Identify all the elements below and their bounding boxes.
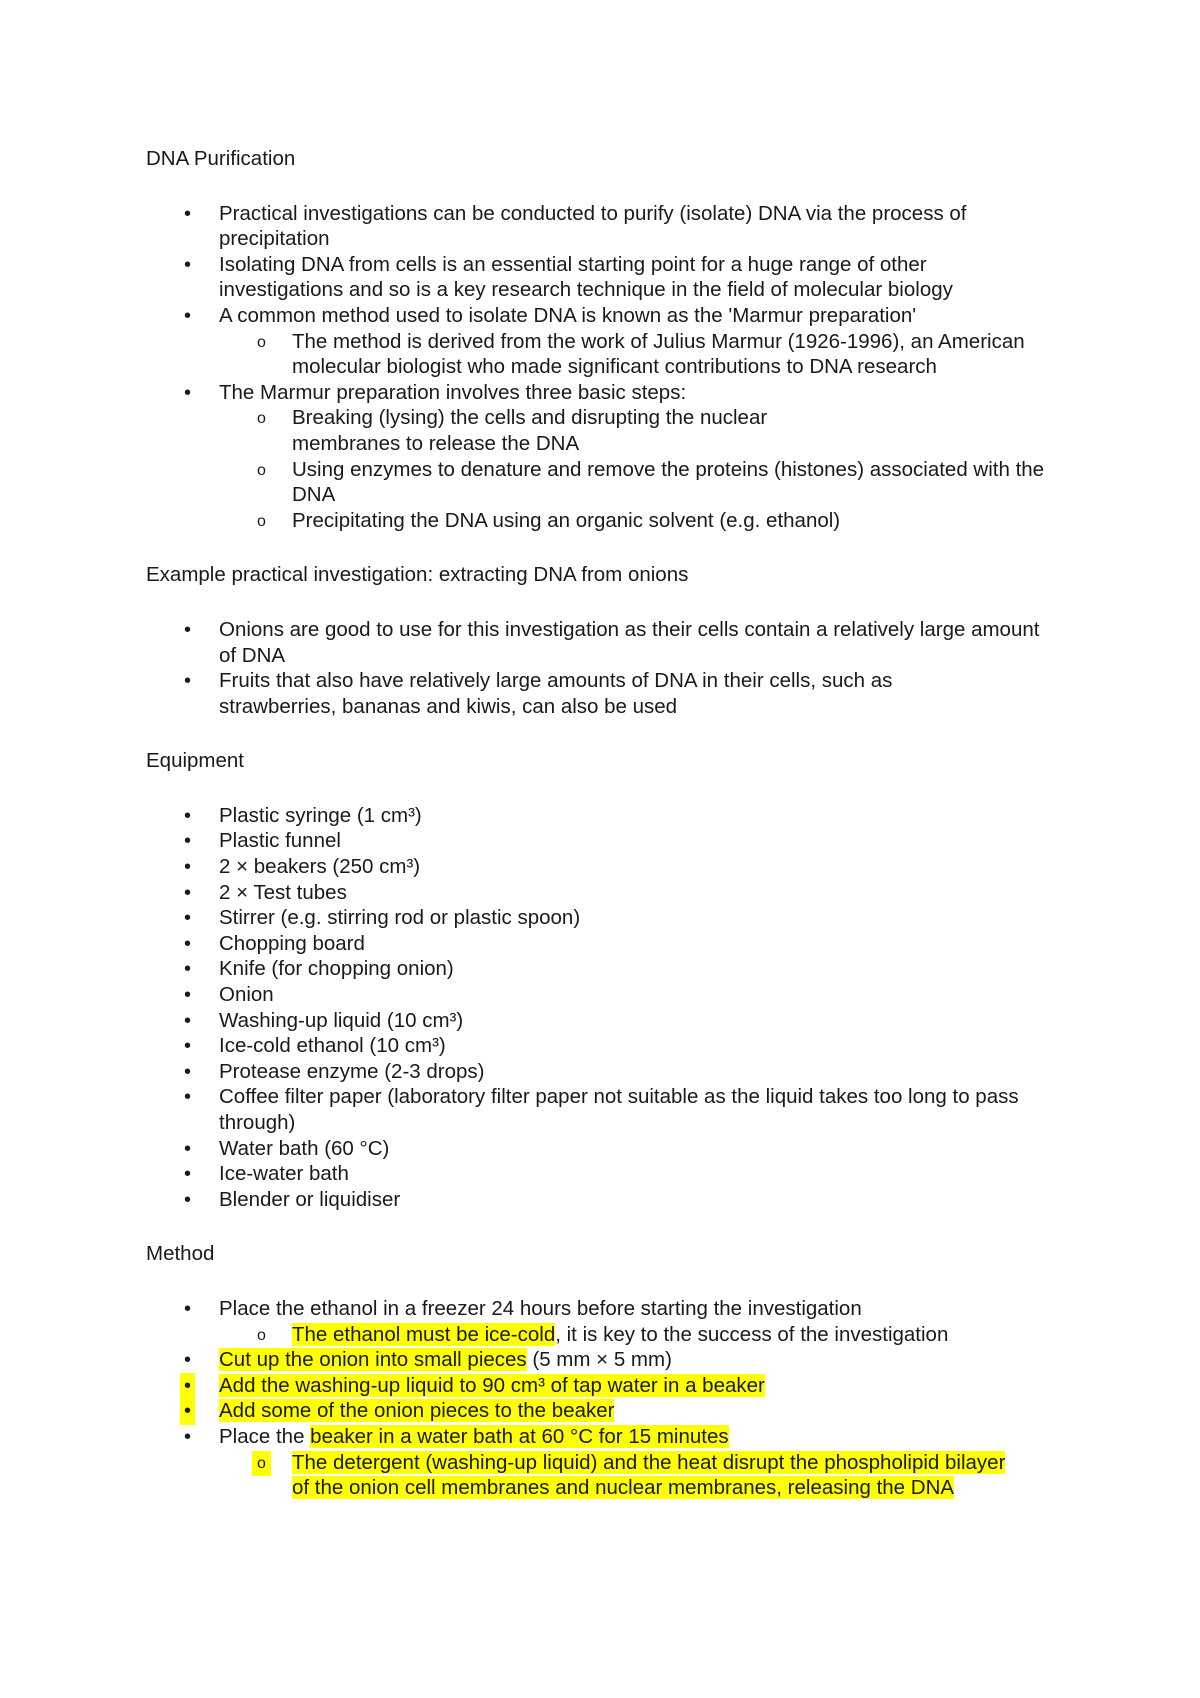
step-text: Place the ethanol in a freezer 24 hours before starting the investigation [219,1296,862,1320]
method-step [146,1373,1046,1399]
list-item-text: Isolating DNA from cells is an essential starting point for a huge range of other investigations and so is a key research technique in the field of molecular biology [219,252,953,302]
method-step [146,1296,1046,1322]
list-item [146,1008,1046,1034]
section-heading-example-investigation: Example practical investigation: extracting DNA from onions [146,563,689,587]
bullet-icon [184,303,191,330]
equipment-item: Protease enzyme (2-3 drops) [219,1059,485,1083]
equipment-item: Plastic funnel [219,829,341,853]
bullet-icon [184,828,191,855]
bullet-icon [184,803,191,830]
equipment-item: Ice-cold ethanol (10 cm³) [219,1034,446,1058]
bullet-icon [184,617,191,644]
highlighted-text: The detergent (washing-up liquid) and the heat disrupt the phospholipid bilayer of the onion cell membranes and nuclear membranes, releasing the DNA [292,1450,1006,1500]
highlighted-text: beaker in a water bath at 60 °C for 15 minutes [310,1424,729,1448]
bullet-icon [184,1084,191,1111]
list-item [146,854,1046,880]
list-item [146,303,1046,329]
equipment-item: 2 × beakers (250 cm³) [219,855,421,879]
bullet-icon [184,880,191,907]
equipment-item: Blender or liquidiser [219,1187,401,1211]
list-item [146,905,1046,931]
step-text: (5 mm × 5 mm) [526,1348,672,1372]
list-item-text: The method is derived from the work of Julius Marmur (1926-1996), an American molecular biologist who made significant contributions to DNA research [292,329,1025,379]
list-item [146,1136,1046,1162]
highlighted-text: The ethanol must be ice-cold [292,1322,556,1346]
equipment-list [146,803,1046,1213]
list-item [146,617,1049,668]
bullet-icon [180,1398,195,1425]
list-item [146,880,1046,906]
circle-bullet-icon [257,1323,266,1349]
list-item [146,956,1046,982]
list-item [146,1059,1046,1085]
bullet-icon [184,380,191,407]
highlighted-text: Cut up the onion into small pieces [219,1348,527,1372]
list-item-text: The Marmur preparation involves three basic steps: [219,380,687,404]
method-step [146,1398,1046,1424]
bullet-icon [184,982,191,1009]
circle-bullet-icon [252,1451,271,1477]
highlighted-text: Add the washing-up liquid to 90 cm³ of tap water in a beaker [219,1373,765,1397]
bullet-icon [184,1424,191,1451]
equipment-item: Stirrer (e.g. stirring rod or plastic spoon) [219,906,581,930]
bullet-icon [180,1373,195,1400]
equipment-item: Chopping board [219,931,365,955]
equipment-item: Coffee filter paper (laboratory filter paper not suitable as the liquid takes too long to pass through) [219,1085,1019,1134]
list-item-text: Fruits that also have relatively large amounts of DNA in their cells, such as strawberries, bananas and kiwis, can also be used [219,669,893,718]
dna-purification-list [146,201,1046,534]
example-investigation-list [146,617,1046,719]
bullet-icon [184,1347,191,1374]
method-substep [146,1450,1012,1501]
list-item [146,982,1046,1008]
equipment-item: Washing-up liquid (10 cm³) [219,1008,464,1032]
highlighted-text: Add some of the onion pieces to the beaker [219,1399,615,1423]
bullet-icon [184,1161,191,1188]
bullet-icon [184,931,191,958]
list-item-text: Using enzymes to denature and remove the proteins (histones) associated with the DNA [292,457,1045,507]
bullet-icon [184,854,191,881]
bullet-icon [184,1008,191,1035]
list-item-text: Breaking (lysing) the cells and disrupting the nuclear membranes to release the DNA [292,406,768,455]
list-item [146,803,1046,829]
list-item-text: A common method used to isolate DNA is known as the 'Marmur preparation' [219,303,917,327]
circle-bullet-icon [257,458,266,484]
section-heading-equipment: Equipment [146,749,245,773]
list-item-text: Precipitating the DNA using an organic solvent (e.g. ethanol) [292,508,841,532]
step-text: Place the [219,1424,311,1448]
bullet-icon [184,252,191,279]
sub-list-item [146,329,1032,380]
equipment-item: Water bath (60 °C) [219,1136,390,1160]
bullet-icon [184,1033,191,1060]
section-heading-dna-purification: DNA Purification [146,147,296,170]
bullet-icon [184,905,191,932]
list-item [146,1084,1059,1135]
equipment-item: Onion [219,983,274,1007]
equipment-item: Knife (for chopping onion) [219,957,454,981]
list-item-text: Onions are good to use for this investigation as their cells contain a relatively large amount of DNA [219,617,1040,667]
equipment-item: Ice-water bath [219,1162,349,1186]
bullet-icon [184,1296,191,1323]
sub-list-item [146,508,1046,534]
method-step [146,1424,1046,1450]
list-item [146,252,1049,303]
sub-list-item [146,405,852,456]
list-item [146,1161,1046,1187]
bullet-icon [184,201,191,228]
list-item [146,668,1009,719]
circle-bullet-icon [257,509,266,535]
bullet-icon [184,1136,191,1163]
list-item [146,380,1046,406]
step-text: , it is key to the success of the investigation [555,1322,949,1346]
list-item [146,828,1046,854]
list-item [146,201,1049,252]
circle-bullet-icon [257,330,266,356]
bullet-icon [184,668,191,695]
bullet-icon [184,1059,191,1086]
circle-bullet-icon [257,406,266,432]
section-heading-method: Method [146,1242,215,1266]
method-substep [146,1322,1046,1348]
equipment-item: 2 × Test tubes [219,880,347,904]
list-item [146,931,1046,957]
list-item [146,1033,1046,1059]
bullet-icon [184,956,191,983]
equipment-item: Plastic syringe (1 cm³) [219,803,422,827]
method-list [146,1296,1046,1501]
method-step [146,1347,1046,1373]
sub-list-item [146,457,1062,508]
list-item [146,1187,1046,1213]
list-item-text: Practical investigations can be conducted to purify (isolate) DNA via the process of precipitation [219,201,967,251]
document-page [146,146,1046,1501]
bullet-icon [184,1187,191,1214]
